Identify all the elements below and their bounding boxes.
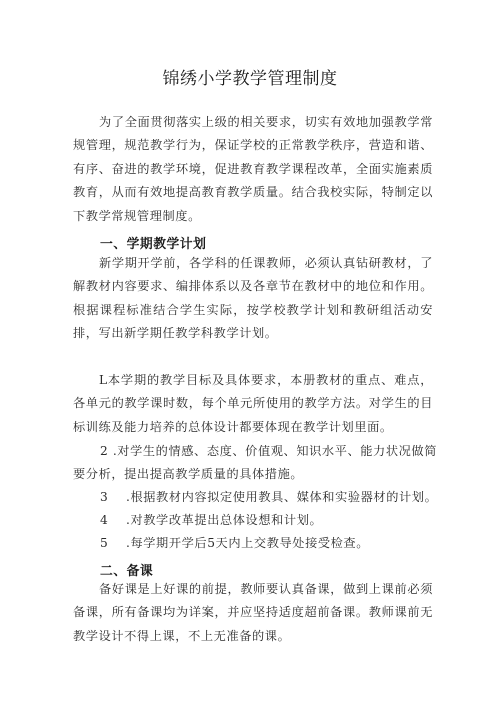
item-number: 4 [100,513,109,527]
semester-plan-paragraph: 新学期开学前，各学科的任课教师，必须认真钻研教材，了解教材内容要求、编排体系以及各章节在教材中的地位和作用。根据课程标准结合学生实际，按学校教学计划和教研组活动安排，写出新学期任教学科教学计划。 [73,256,433,341]
semester-plan-item-5 [100,532,445,555]
semester-plan-item-2: 2 .对学生的情感、态度、价值观、知识水平、能力状况做简要分析，提出提高教学质量的具体措施。 [73,444,437,482]
semester-plan-item-4 [100,509,445,532]
section-heading-lesson-prep: 二、备课 [100,564,154,579]
item-text: .根据教材内容拟定使用教具、媒体和实验器材的计划。 [126,490,438,504]
item-text: .每学期开学后5天内上交教导处接受检查。 [126,536,370,550]
item-number: 3 [100,490,109,504]
lesson-prep-paragraph: 备好课是上好课的前提，教师要认真备课，做到上课前必须备课，所有备课均为详案，并应坚持适度超前备课。教师课前无教学设计不得上课，不上无准备的课。 [73,582,433,643]
semester-plan-item-3 [100,486,445,509]
document-title: 锦绣小学教学管理制度 [162,69,338,89]
section-heading-semester-plan: 一、学期教学计划 [100,237,207,252]
semester-plan-goals-paragraph: L本学期的教学目标及具体要求，本册教材的重点、难点，各单元的教学课时数，每个单元所使用的教学方法。对学生的目标训练及能力培养的总体设计都要体现在教学计划里面。 [73,373,433,434]
item-text: .对教学改革提出总体设想和计划。 [126,513,323,527]
item-number: 5 [100,536,109,550]
intro-paragraph: 为了全面贯彻落实上级的相关要求，切实有效地加强教学常规管理，规范教学行为，保证学校的正常教学秩序，营造和谐、有序、奋进的教学环境，促进教育教学课程改革，全面实施素质教育，从而有效地提高教育教学质量。结合我校实际，特制定以下教学常规管理制度。 [73,115,433,223]
